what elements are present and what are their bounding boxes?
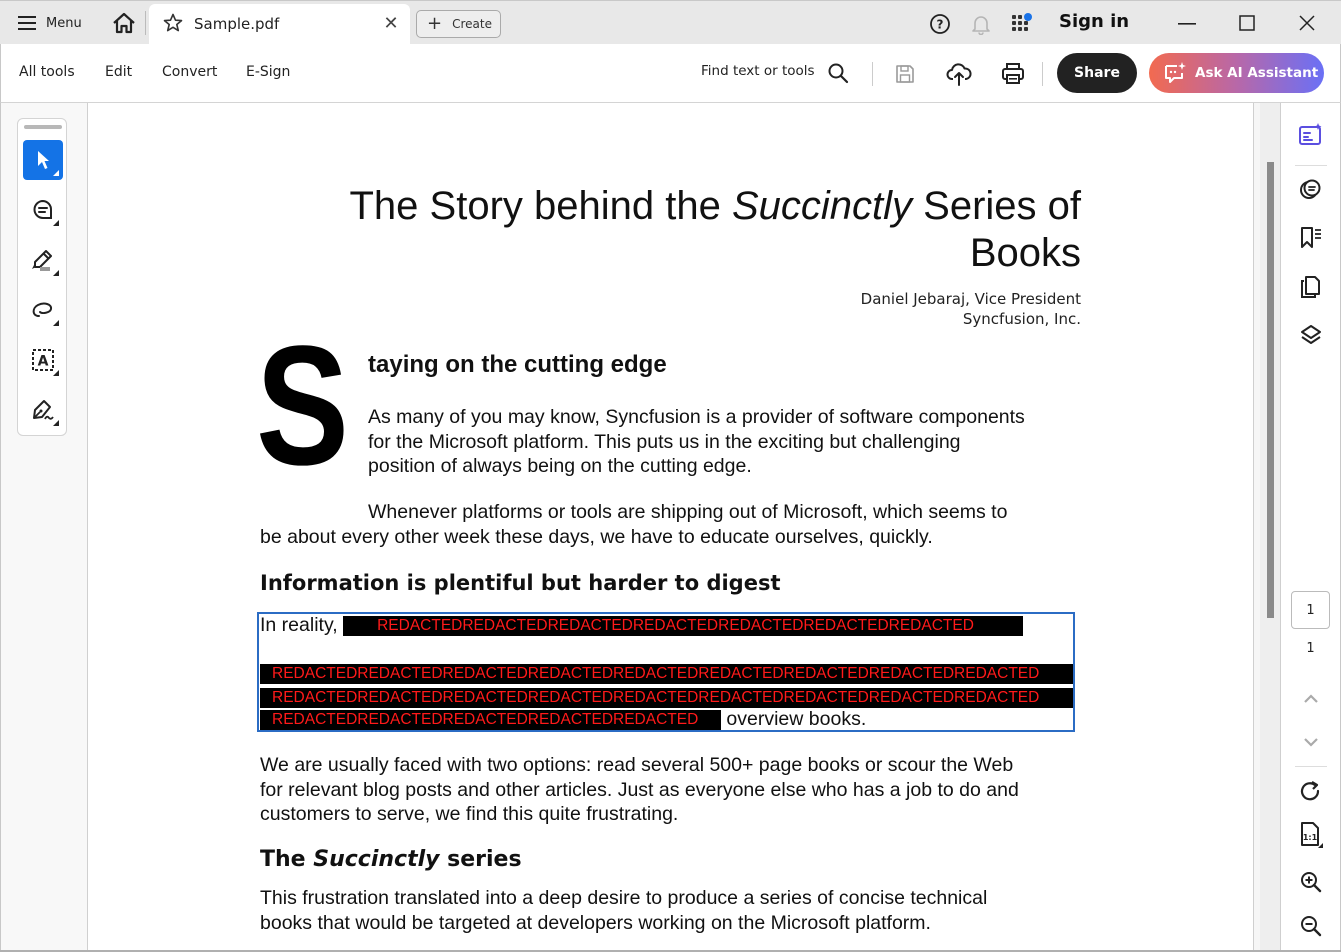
home-button[interactable] — [111, 11, 137, 35]
text-line — [260, 662, 1073, 685]
all-tools-link[interactable]: All tools — [19, 64, 75, 80]
ai-summary-icon — [1298, 122, 1324, 148]
redaction-block: REDACTEDREDACTEDREDACTEDREDACTEDREDACTEDREDACTEDREDACTEDREDACTEDREDACTED — [260, 688, 1073, 708]
vertical-scrollbar[interactable] — [1253, 103, 1281, 952]
text-line: Whenever platforms or tools are shipping out of Microsoft, which seems to — [368, 501, 1008, 523]
ai-chat-sparkle-icon — [1163, 61, 1187, 85]
text-line: books that would be targeted at developers working on the Microsoft platform. — [260, 911, 931, 934]
create-button[interactable] — [416, 10, 501, 38]
save-icon — [894, 63, 916, 85]
minimize-button[interactable] — [1175, 11, 1199, 35]
divider — [145, 11, 146, 35]
close-window-button[interactable] — [1295, 11, 1319, 35]
submenu-indicator — [53, 170, 59, 176]
left-tool-rail — [0, 103, 88, 952]
drop-cap: S — [256, 311, 349, 501]
text-fragment: In reality, — [260, 614, 344, 636]
section-heading: Information is plentiful but harder to digest — [260, 571, 781, 595]
page-thumbnails-icon — [1298, 274, 1324, 300]
separator — [1295, 766, 1327, 767]
comments-icon — [1298, 176, 1324, 202]
zoom-out-button[interactable] — [1298, 913, 1324, 939]
title-text: The Story behind the — [349, 184, 732, 228]
text-line: We are usually faced with two options: read several 500+ page books or scour the Web — [260, 754, 1014, 776]
scrollbar-thumb[interactable] — [1267, 162, 1274, 618]
heading-text: series — [439, 847, 522, 872]
home-icon — [112, 12, 136, 34]
title-bar — [0, 0, 1341, 44]
text-fragment: overview books. — [721, 708, 867, 730]
ai-label: Ask AI Assistant — [1195, 65, 1319, 81]
rotate-clockwise-icon — [1299, 780, 1323, 804]
section-heading — [260, 847, 522, 872]
paragraph — [260, 753, 1019, 827]
menu-label: Menu — [46, 15, 82, 31]
paragraph — [260, 886, 987, 935]
convert-link[interactable]: Convert — [162, 64, 218, 80]
print-button[interactable] — [999, 60, 1027, 88]
quick-tools-panel — [17, 118, 67, 436]
save-button[interactable] — [891, 60, 919, 88]
plus-icon: + — [427, 13, 443, 34]
author-company: Syncfusion, Inc. — [962, 310, 1081, 328]
svg-text:1:1: 1:1 — [1302, 833, 1318, 842]
right-panel-rail — [1281, 103, 1341, 952]
pdf-page — [88, 103, 1253, 952]
svg-text:A: A — [37, 353, 49, 370]
separator — [1042, 62, 1043, 86]
hamburger-icon — [18, 16, 36, 30]
svg-text:?: ? — [936, 17, 944, 32]
text-line: This frustration translated into a deep desire to produce a series of concise technical — [260, 887, 988, 909]
star-icon[interactable] — [163, 13, 183, 33]
share-button[interactable]: Share — [1057, 53, 1137, 93]
paragraph — [260, 500, 1007, 549]
total-pages: 1 — [1306, 641, 1315, 656]
redaction-block: REDACTEDREDACTEDREDACTEDREDACTEDREDACTEDREDACTEDREDACTED — [343, 616, 1023, 636]
submenu-indicator — [53, 370, 59, 376]
create-label: Create — [452, 17, 492, 31]
text-line — [260, 708, 866, 731]
text-box-tool-button[interactable] — [23, 340, 63, 380]
zoom-in-icon — [1299, 870, 1323, 894]
freehand-lasso-icon — [30, 299, 56, 321]
bookmarks-panel-button[interactable] — [1298, 225, 1324, 251]
submenu-indicator — [53, 320, 59, 326]
submenu-indicator — [53, 270, 59, 276]
search-icon[interactable] — [827, 62, 849, 84]
scroll-track-edge — [1254, 103, 1260, 952]
sign-in-button[interactable]: Sign in — [1059, 11, 1130, 32]
fit-page-1to1-icon — [1298, 821, 1324, 849]
comment-tool-button[interactable] — [23, 190, 63, 230]
close-tab-icon[interactable]: ✕ — [383, 13, 399, 33]
text-box-icon — [31, 348, 55, 372]
current-page-input[interactable]: 1 — [1291, 591, 1330, 629]
redaction-block: REDACTEDREDACTEDREDACTEDREDACTEDREDACTEDREDACTEDREDACTEDREDACTEDREDACTED — [260, 664, 1073, 684]
text-line — [260, 686, 1073, 709]
select-tool-button[interactable] — [23, 140, 63, 180]
actual-size-button[interactable] — [1298, 822, 1324, 848]
layers-panel-button[interactable] — [1298, 323, 1324, 349]
apps-grid-icon — [1011, 12, 1035, 36]
author-name: Daniel Jebaraj, Vice President — [860, 290, 1081, 308]
submenu-indicator — [53, 420, 59, 426]
esign-link[interactable]: E-Sign — [246, 64, 291, 80]
pages-panel-button[interactable] — [1298, 274, 1324, 300]
paragraph — [368, 405, 1025, 479]
previous-page-button[interactable] — [1298, 686, 1324, 712]
close-icon — [1298, 14, 1316, 32]
draw-tool-button[interactable] — [23, 290, 63, 330]
highlight-tool-button[interactable] — [23, 240, 63, 280]
separator — [1295, 165, 1327, 166]
separator — [872, 62, 873, 86]
drag-handle[interactable] — [24, 125, 62, 129]
upload-cloud-button[interactable] — [945, 60, 973, 88]
zoom-in-button[interactable] — [1298, 869, 1324, 895]
text-line: As many of you may know, Syncfusion is a provider of software components — [368, 406, 1025, 428]
document-title — [350, 183, 1082, 277]
print-icon — [1001, 62, 1025, 86]
zoom-out-icon — [1299, 914, 1323, 938]
author-block — [861, 289, 1081, 329]
tab-sample-pdf[interactable] — [149, 4, 410, 45]
ask-ai-assistant-button[interactable] — [1149, 53, 1324, 93]
layers-icon — [1298, 323, 1324, 349]
text-line — [260, 614, 1023, 637]
ai-generative-summary-button[interactable] — [1298, 122, 1324, 148]
fountain-pen-sign-icon — [30, 398, 56, 422]
rotate-button[interactable] — [1298, 779, 1324, 805]
heading-text: The — [260, 847, 314, 872]
text-line: for the Microsoft platform. This puts us in the exciting but challenging — [368, 430, 961, 453]
maximize-icon — [1238, 14, 1256, 32]
help-button[interactable] — [929, 13, 951, 35]
minimize-icon — [1177, 13, 1197, 33]
text-line: customers to serve, we find this quite frustrating. — [260, 803, 679, 825]
selected-text-box[interactable] — [257, 612, 1075, 732]
cursor-arrow-icon — [33, 149, 53, 171]
find-text-button[interactable]: Find text or tools — [701, 63, 815, 79]
tab-label: Sample.pdf — [194, 15, 280, 33]
edit-link[interactable]: Edit — [105, 64, 133, 80]
heading-italic: Succinctly — [313, 847, 440, 872]
chevron-up-icon — [1303, 693, 1319, 705]
comment-icon — [31, 198, 55, 222]
section-heading: taying on the cutting edge — [368, 351, 667, 378]
title-text: Series of — [912, 184, 1081, 228]
notifications-button[interactable] — [970, 13, 992, 35]
comments-panel-button[interactable] — [1298, 176, 1324, 202]
title-italic: Succinctly — [731, 184, 913, 228]
redaction-block: REDACTEDREDACTEDREDACTEDREDACTEDREDACTED — [260, 710, 721, 730]
cloud-upload-icon — [946, 61, 972, 87]
help-icon — [929, 13, 951, 35]
main-toolbar — [0, 44, 1341, 103]
apps-button[interactable] — [1011, 12, 1035, 36]
title-text: Books — [969, 231, 1081, 275]
text-line: for relevant blog posts and other articles. Just as everyone else who has a job to do and — [260, 778, 1019, 801]
document-viewport[interactable] — [88, 103, 1253, 952]
bookmark-list-icon — [1298, 225, 1324, 251]
highlighter-pen-icon — [30, 248, 56, 272]
text-line: position of always being on the cutting edge. — [368, 455, 752, 477]
bell-icon — [970, 13, 992, 35]
sign-tool-button[interactable] — [23, 390, 63, 430]
maximize-button[interactable] — [1235, 11, 1259, 35]
next-page-button[interactable] — [1298, 729, 1324, 755]
submenu-indicator — [53, 220, 59, 226]
chevron-down-icon — [1303, 736, 1319, 748]
menu-button[interactable] — [18, 13, 82, 33]
text-line: be about every other week these days, we have to educate ourselves, quickly. — [260, 525, 933, 548]
